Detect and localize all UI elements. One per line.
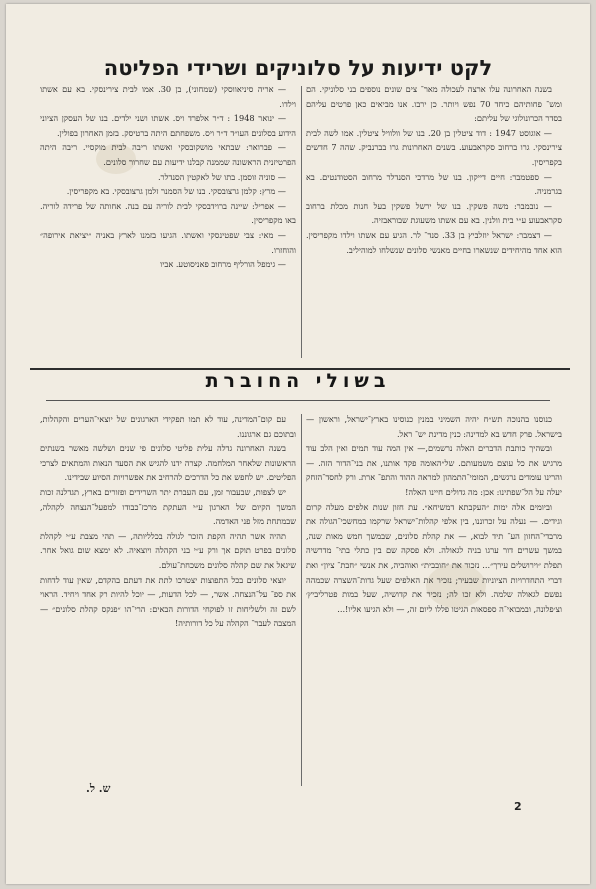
page-title: לקט ידיעות על סלוניקים ושרידי הפליטה (103, 56, 493, 80)
column-divider (301, 86, 302, 358)
paragraph: עם קום־המדינה, עוד לא תמו תפקידי הארגונים של יוצאי־הערים והקהלות, ובתוכם גם ארגוננו. (40, 414, 296, 439)
paragraph: ובשהיך כותבת הדברים האלה נרשמים,— אין המה עוד תמים ואין הלב עוד מרגיש את כל עוצם משמעותם. של״האומה פקד אותנו, את בני־הדור הזה. — והרינו עומדים נרגשים, המומי־התמהון למראה ההוד והתפ־ ארת. ורק לחסד־הזחק יעלה על הל־שפתינו: אכן: מה גדולים חיינו האלה! (306, 443, 562, 497)
heading-underline (46, 400, 550, 401)
editorial-column-left (40, 412, 296, 792)
paragraph: — מרץ: קלמן גרצובסקי. בנו של הסמנר זלמן גרצובסקי. בא מקפריסין. (66, 186, 286, 197)
paragraph: בשנה האחרונה עלו ארצה לעכולה מאר־ צים שונים נוספים בני סלוניקי. הם ומש־ פחותיהם כיחד 70 נפש ויותר. כן ירבו. אנו מביאים כאן פרטים עליהם בסדר הכרונולוגי של עליתם: (306, 84, 562, 124)
paragraph: — אפריל: שיינה ברוידבסקי לבית לוריה עם בנה. אחותה של פרידה לוריה. באו מקפריסין. (40, 200, 296, 226)
paragraph: יוצאי סלונים בכל התפוצות יצטרכו לתת את דעתם בהקדם, שאין עוד לדחות את ספ־ על־הנצחה. אשר, — לכל הדעות, — יוכל להיות רק אחד ויחיד. הראוי לשם זה ולשליחות זו לפוקחי הדורות הבאים: הרי־הו ״פנקס קהלת סלונים״ — המצבה לעבר־ הקהלה על כל דורותיה! (40, 574, 296, 629)
paragraph: — סוניה זוסמן. בתו של לאקטין הסנדלר. (157, 171, 286, 182)
author-signature: ש. ל. (86, 782, 111, 795)
paragraph: — ינואר 1948 : ד״ר אלפרד ויס. אשתו ושני ילדים. בנו של העסקן הציוני הידוע בסלונים העו״ד ד״ר ויס. משפחתם היתה ברטיסק. בזמן האחרון בפולין. (40, 113, 296, 138)
editorial-column-right (306, 412, 562, 792)
paragraph: כנוסנו בהנוכה תש״ח יהיה השמיני במנין כנוסינו בארץ־ישראל, וראשון — בישראל. פרק חדש בא למדינה: כנין מדינת יש־ ראל. (306, 414, 562, 439)
paragraph: תהיה אשר תהיה הקפת הזכר לגולה בכלליותה, — תהי מצבת ע״י לקהלת סלונים בפרט תוקם אך ורק ע״י בני הקהלה ויוצאיה. לא ימצא שום גואל אחר. שיגאל את שם קהלה סלונים משכחת־עולם. (40, 530, 296, 570)
paragraph: — מאי: צבי שפטינסקי ואשתו. הגיעו בזמנו לארץ באניה ״יציאת אירופה״ והוחזרו. (40, 229, 296, 255)
section-heading: בשולי החוברת (205, 370, 391, 392)
page-number: 2 (514, 800, 522, 813)
paragraph: — נובמבר: משה פשקין. בנו של ירשל פשקין בעל חנות מכלת ברחוב סקראבעוע ע״י בית וולנין. בא עם אשתו משעוגת שבוראבזיה. (306, 200, 562, 226)
paragraph: — גימפל הורליף מרחוב פאניסוטע. אביו (160, 259, 286, 270)
paragraph: וביומים אלה ימות ״העקבתא דמשיחא״. עת חזון שנות אלפים מעלה קרום וגידים. — נעלה על זכרוננו, בין אלפי קהלות־ישראל שרקמו במחשכי־הגולה את מרבדי־החזון הע־ תיד לבוא, — את קהלת סלונים, שבמשך חמש מאות שנה, במשך עשרים דור ערגו בניה לגאולה. ולא פסקה שם בין כתלי בתי־ מדרשיה תפלת ״וירושלים עירך״... נזכור את ״חובבית״ ואוהביה, את אנשי ״חבת־ ציון״ ואת דברי התחדרויות הציוניות שבעיר; נזכיר את האלפים שעל גדות־השצרה שכמהה נפשם לגאולה שלמה. ולא זכו לה; נזכיר את קדושיה, שעל במות פטרליביץ׳ וצ׳פלונה, ובמבואי־ה ספסאות הגיטו פללו ליום זה, — ולא הגיעו אליו!... (306, 501, 562, 614)
column-divider (301, 414, 302, 786)
paragraph: — אריה סיניאווסקי (שמחוני), בן 30. אמו לבית צירינסקי. בא עם אשתו וילדו. (40, 84, 296, 109)
article-column-right (306, 82, 562, 372)
article-column-left (40, 82, 296, 372)
paragraph: יש לצפות, שבעבור זמן, עם העברת יתר השרידים ופזורים בארץ, תגדלנה זכות המשך הקיום של הארגון ע״י העתקת מרכז־כבודו למפעל־הנצחה לקהלה, שבמתחת מזל פני האדמה. (40, 486, 296, 527)
paragraph: בשנה האחרונה גדלה עלית פליטי סלונים פי שנים ושלשה מאשר בשנתים הראשונות שלאחר המלחמה. קצרה ידנו להגיש את הסעד הנאות והמתאים לצרכי הפליטים. יש לחפש את כל הדרכים להרחיב את אפשרויות הסיוע שבידינו. (40, 443, 296, 483)
document-page (6, 4, 590, 884)
paragraph: — ספטמבר: חיים דייקון. בנו של מרדכי הסנדלר מרחוב הסטודנטים. בא בגרמניה. (306, 171, 562, 197)
paragraph: — אוגוסט 1947 : דוד ציטלין בן 20. בנו של וולוויל ציטלין. אמו לשה לבית צירינסקי. גרו ברחוב סקראבעוע. בשנים האחרונות גרו בברנביק. שהה 7 חדשים בקפריסין. (306, 127, 562, 167)
paragraph: — דצמבר: ישראל יוזלביץ בן 33. סנד־ לר. הגיע עם אשתו וילדו מקפריסין. הוא אחד מהיחידים שנשארו בחיים מאנשי סלונים שנשלחו למוהיליב. (306, 229, 562, 255)
paragraph: — פברואר: שבתאי מושקובסקי ואשתו ריבה לבית מוקסיי. ריבה היתה הפרטיזנית הראשונה שממנה קבלנו ידיעות עם שחרור סלונים. (40, 142, 296, 167)
